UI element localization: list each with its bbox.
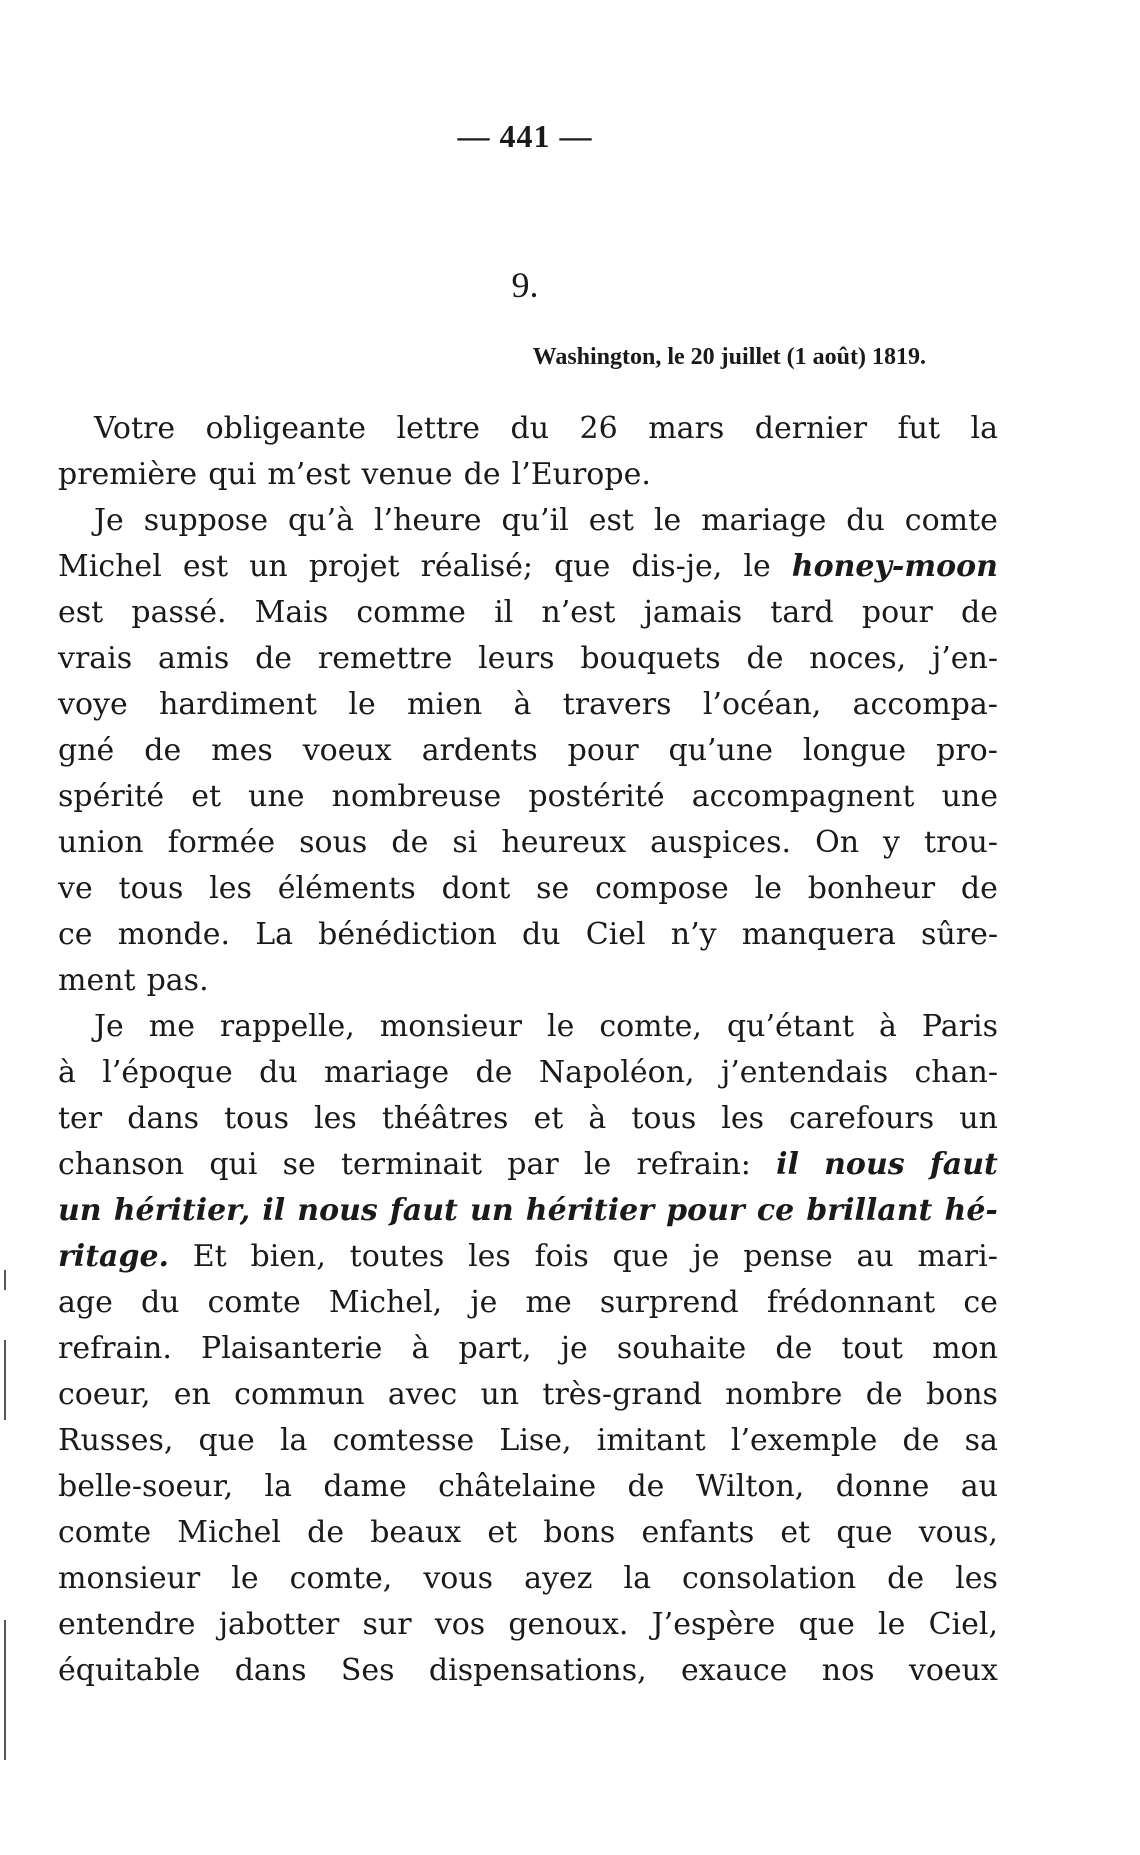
- word: si: [452, 825, 478, 860]
- word: tous: [631, 1101, 697, 1136]
- word: très-grand: [542, 1377, 703, 1412]
- word: dernier: [754, 411, 868, 446]
- word: comtesse: [332, 1423, 475, 1458]
- word: que: [612, 1239, 669, 1274]
- word: union: [58, 825, 144, 860]
- word: le: [583, 1147, 612, 1182]
- word: auspices.: [650, 825, 792, 860]
- text-line: [58, 1602, 998, 1648]
- word: rappelle,: [219, 1009, 355, 1044]
- word: pour: [861, 595, 933, 630]
- text-line: [58, 912, 998, 958]
- word: consolation: [681, 1561, 857, 1596]
- word: qu’il: [501, 503, 569, 538]
- text-line: [58, 1648, 998, 1694]
- word: nous: [824, 1147, 905, 1182]
- word: Je: [94, 503, 124, 538]
- word: châtelaine: [438, 1469, 597, 1504]
- word: première: [58, 457, 198, 492]
- word: du: [140, 1285, 180, 1320]
- word: belle-soeur,: [58, 1469, 234, 1504]
- scan-margin-mark: [4, 1340, 6, 1420]
- word: de: [865, 1377, 903, 1412]
- word: beaux: [370, 1515, 462, 1550]
- word: les: [468, 1239, 511, 1274]
- word: l’océan,: [702, 687, 822, 722]
- word: le: [878, 1607, 906, 1642]
- word: Plaisanterie: [201, 1331, 383, 1366]
- word: et: [533, 1101, 564, 1136]
- word: qu’à: [288, 503, 354, 538]
- word: toutes: [349, 1239, 445, 1274]
- word: refrain:: [636, 1147, 751, 1182]
- word: la: [264, 1469, 293, 1504]
- word: éléments: [277, 871, 416, 906]
- word: mon: [932, 1331, 998, 1366]
- word: mien: [407, 687, 483, 722]
- word: dans: [127, 1101, 200, 1136]
- word: et: [487, 1515, 518, 1550]
- word: honey-moon: [791, 549, 998, 584]
- word: le: [754, 871, 782, 906]
- letter-dateline: Washington, le 20 juillet (1 août) 1819.: [532, 344, 926, 370]
- text-line: [58, 590, 998, 636]
- word: un: [470, 1193, 514, 1228]
- word: manquera: [741, 917, 896, 952]
- word: remettre: [317, 641, 453, 676]
- word: voye: [58, 687, 128, 722]
- word: obligeante: [205, 411, 367, 446]
- word: nos: [821, 1653, 875, 1688]
- word: nous: [297, 1193, 378, 1228]
- word: dans: [234, 1653, 307, 1688]
- word: qui: [208, 457, 257, 492]
- word: Russes,: [58, 1423, 174, 1458]
- word: Michel,: [328, 1285, 443, 1320]
- text-line: [58, 636, 998, 682]
- word: tout: [841, 1331, 903, 1366]
- word: de: [307, 1515, 345, 1550]
- word: ce: [963, 1285, 998, 1320]
- word: chan-: [914, 1055, 998, 1090]
- letter-body: [58, 406, 998, 1694]
- word: avec: [387, 1377, 458, 1412]
- word: je: [692, 1239, 720, 1274]
- word: qu’une: [668, 733, 773, 768]
- word: J’espère: [651, 1607, 776, 1642]
- word: ment: [58, 963, 136, 998]
- word: la: [623, 1561, 651, 1596]
- word: se: [282, 1147, 316, 1182]
- word: de: [255, 641, 293, 676]
- word: mes: [211, 733, 273, 768]
- word: longue: [802, 733, 907, 768]
- text-line: [58, 1004, 998, 1050]
- word: que: [836, 1515, 893, 1550]
- word: une: [248, 779, 305, 814]
- word: de: [775, 1331, 813, 1366]
- word: la: [970, 411, 998, 446]
- word: voeux: [908, 1653, 998, 1688]
- word: l’heure: [373, 503, 482, 538]
- text-line: [58, 1234, 998, 1280]
- word: en: [173, 1377, 211, 1412]
- word: nombreuse: [331, 779, 502, 814]
- letter-number: 9.: [511, 265, 539, 305]
- word: comme: [356, 595, 466, 630]
- word: coeur,: [58, 1377, 151, 1412]
- word: dont: [441, 871, 511, 906]
- word: postérité: [528, 779, 665, 814]
- word: ayez: [524, 1561, 593, 1596]
- word: ritage.: [58, 1239, 170, 1274]
- word: pense: [743, 1239, 833, 1274]
- word: comte,: [599, 1009, 702, 1044]
- word: sûre-: [921, 917, 998, 952]
- word: imitant: [596, 1423, 706, 1458]
- word: héritier: [525, 1193, 655, 1228]
- word: passé.: [131, 595, 227, 630]
- page-number: — 441 —: [457, 118, 593, 154]
- word: voeux: [302, 733, 392, 768]
- word: de: [463, 457, 501, 492]
- word: bons: [925, 1377, 998, 1412]
- word: monde.: [117, 917, 231, 952]
- word: un: [480, 1377, 520, 1412]
- word: Votre: [94, 411, 176, 446]
- word: projet: [308, 549, 400, 584]
- word: ve: [58, 871, 93, 906]
- word: vous: [423, 1561, 494, 1596]
- word: l’époque: [102, 1055, 233, 1090]
- word: il: [494, 595, 514, 630]
- word: au: [856, 1239, 894, 1274]
- text-line: [58, 1280, 998, 1326]
- word: de: [391, 825, 429, 860]
- word: hé-: [944, 1193, 998, 1228]
- word: ter: [58, 1101, 103, 1136]
- word: au: [960, 1469, 998, 1504]
- word: du: [522, 917, 561, 952]
- text-line: [58, 958, 998, 1004]
- word: que: [798, 1607, 855, 1642]
- word: est: [58, 595, 104, 630]
- word: carefours: [789, 1101, 935, 1136]
- word: pro-: [936, 733, 998, 768]
- word: enfants: [641, 1515, 755, 1550]
- word: pour: [666, 1193, 745, 1228]
- word: sur: [362, 1607, 412, 1642]
- text-line: [58, 1326, 998, 1372]
- word: du: [510, 411, 550, 446]
- word: pour: [567, 733, 639, 768]
- word: à: [513, 687, 532, 722]
- word: refrain.: [58, 1331, 172, 1366]
- word: tous: [118, 871, 184, 906]
- word: Michel: [58, 549, 162, 584]
- word: surprend: [599, 1285, 739, 1320]
- word: Ses: [340, 1653, 395, 1688]
- word: dame: [323, 1469, 407, 1504]
- word: comte: [58, 1515, 152, 1550]
- word: je: [560, 1331, 588, 1366]
- text-line: [58, 774, 998, 820]
- word: suppose: [143, 503, 269, 538]
- word: travers: [562, 687, 672, 722]
- word: se: [536, 871, 570, 906]
- word: entendre: [58, 1607, 196, 1642]
- word: à: [411, 1331, 430, 1366]
- word: de: [960, 595, 998, 630]
- word: 26: [579, 411, 618, 446]
- text-line: [58, 452, 998, 498]
- word: nombre: [725, 1377, 843, 1412]
- word: comte: [904, 503, 998, 538]
- scan-margin-mark: [4, 1270, 6, 1290]
- word: bien,: [250, 1239, 326, 1274]
- word: La: [255, 917, 294, 952]
- word: donne: [835, 1469, 930, 1504]
- word: mariage: [701, 503, 827, 538]
- word: une: [941, 779, 998, 814]
- word: les: [955, 1561, 998, 1596]
- word: de: [960, 871, 998, 906]
- word: le: [546, 1009, 575, 1044]
- word: On: [815, 825, 860, 860]
- word: vrais: [58, 641, 133, 676]
- word: ardents: [421, 733, 538, 768]
- word: bénédiction: [318, 917, 497, 952]
- word: mars: [648, 411, 725, 446]
- word: chanson: [58, 1147, 185, 1182]
- word: du: [259, 1055, 298, 1090]
- text-line: [58, 1372, 998, 1418]
- text-line: [58, 728, 998, 774]
- word: Ciel: [585, 917, 646, 952]
- word: les: [209, 871, 252, 906]
- text-line: [58, 866, 998, 912]
- word: monsieur: [379, 1009, 523, 1044]
- word: faut: [389, 1193, 458, 1228]
- word: commun: [234, 1377, 365, 1412]
- word: gné: [58, 733, 115, 768]
- word: compose: [595, 871, 729, 906]
- text-line: [58, 406, 998, 452]
- word: spérité: [58, 779, 165, 814]
- text-line: [58, 1188, 998, 1234]
- word: faut: [929, 1147, 998, 1182]
- word: j’entendais: [720, 1055, 889, 1090]
- word: Michel: [177, 1515, 282, 1550]
- word: accompagnent: [691, 779, 915, 814]
- text-line: [58, 1464, 998, 1510]
- word: Et: [192, 1239, 227, 1274]
- word: terminait: [341, 1147, 483, 1182]
- word: accompa-: [852, 687, 998, 722]
- word: un: [249, 549, 288, 584]
- word: le: [653, 503, 682, 538]
- word: m’est: [267, 457, 351, 492]
- word: il: [262, 1193, 286, 1228]
- word: la: [279, 1423, 308, 1458]
- word: théâtres: [381, 1101, 509, 1136]
- word: les: [721, 1101, 765, 1136]
- word: lettre: [396, 411, 481, 446]
- word: de: [746, 641, 784, 676]
- word: frédonnant: [766, 1285, 936, 1320]
- word: venue: [361, 457, 453, 492]
- word: y: [883, 825, 900, 860]
- word: bouquets: [580, 641, 721, 676]
- word: de: [887, 1561, 925, 1596]
- word: dispensations,: [428, 1653, 647, 1688]
- word: qu’étant: [726, 1009, 855, 1044]
- word: age: [58, 1285, 113, 1320]
- word: un: [959, 1101, 998, 1136]
- word: dis-je,: [631, 549, 723, 584]
- word: fois: [534, 1239, 589, 1274]
- word: je: [470, 1285, 498, 1320]
- word: ce: [58, 917, 93, 952]
- word: n’est: [541, 595, 616, 630]
- text-line: [58, 1096, 998, 1142]
- word: brillant: [806, 1193, 933, 1228]
- word: bonheur: [807, 871, 936, 906]
- word: de: [902, 1423, 940, 1458]
- word: souhaite: [616, 1331, 747, 1366]
- word: le: [743, 549, 771, 584]
- word: Mais: [254, 595, 329, 630]
- word: de: [475, 1055, 513, 1090]
- word: me: [525, 1285, 572, 1320]
- word: le: [348, 687, 376, 722]
- word: de: [627, 1469, 665, 1504]
- word: Ciel,: [928, 1607, 998, 1642]
- word: formée: [167, 825, 276, 860]
- word: heureux: [501, 825, 627, 860]
- text-line: [58, 1556, 998, 1602]
- word: sa: [964, 1423, 998, 1458]
- word: réalisé;: [420, 549, 534, 584]
- word: sous: [299, 825, 368, 860]
- word: est: [588, 503, 634, 538]
- text-line: [58, 1418, 998, 1464]
- word: jabotter: [218, 1607, 340, 1642]
- word: à: [588, 1101, 607, 1136]
- word: héritier,: [113, 1193, 251, 1228]
- word: que: [198, 1423, 255, 1458]
- word: de: [144, 733, 182, 768]
- word: fut: [897, 411, 940, 446]
- word: vous,: [918, 1515, 998, 1550]
- word: Wilton,: [695, 1469, 805, 1504]
- word: mari-: [917, 1239, 998, 1274]
- word: genoux.: [508, 1607, 629, 1642]
- word: les: [314, 1101, 357, 1136]
- word: l’exemple: [730, 1423, 878, 1458]
- word: tous: [224, 1101, 289, 1136]
- word: trou-: [924, 825, 998, 860]
- word: j’en-: [931, 641, 998, 676]
- word: ce: [756, 1193, 795, 1228]
- word: amis: [157, 641, 230, 676]
- word: il: [776, 1147, 799, 1182]
- word: mariage: [324, 1055, 450, 1090]
- word: équitable: [58, 1653, 201, 1688]
- word: pas.: [146, 963, 209, 998]
- word: et: [191, 779, 222, 814]
- word: à: [879, 1009, 897, 1044]
- word: bons: [543, 1515, 616, 1550]
- word: tard: [770, 595, 834, 630]
- word: me: [148, 1009, 195, 1044]
- word: et: [780, 1515, 811, 1550]
- word: exauce: [681, 1653, 788, 1688]
- word: par: [507, 1147, 559, 1182]
- text-line: [58, 820, 998, 866]
- word: noces,: [809, 641, 907, 676]
- word: est: [182, 549, 229, 584]
- word: part,: [458, 1331, 532, 1366]
- text-line: [58, 1510, 998, 1556]
- text-line: [58, 1050, 998, 1096]
- word: vos: [434, 1607, 486, 1642]
- word: monsieur: [58, 1561, 201, 1596]
- word: Je: [94, 1009, 124, 1044]
- word: leurs: [478, 641, 555, 676]
- word: qui: [209, 1147, 258, 1182]
- word: un: [58, 1193, 102, 1228]
- word: Lise,: [499, 1423, 572, 1458]
- text-line: [58, 682, 998, 728]
- text-line: [58, 544, 998, 590]
- scan-margin-mark: [4, 1620, 6, 1760]
- word: que: [554, 549, 611, 584]
- text-line: [58, 498, 998, 544]
- word: jamais: [643, 595, 743, 630]
- text-line: [58, 1142, 998, 1188]
- word: Paris: [921, 1009, 998, 1044]
- word: comte: [207, 1285, 301, 1320]
- word: du: [846, 503, 885, 538]
- word: le: [231, 1561, 259, 1596]
- word: Napoléon,: [538, 1055, 695, 1090]
- word: l’Europe.: [511, 457, 651, 492]
- word: hardiment: [159, 687, 317, 722]
- word: comte,: [289, 1561, 393, 1596]
- word: n’y: [670, 917, 717, 952]
- word: à: [58, 1055, 76, 1090]
